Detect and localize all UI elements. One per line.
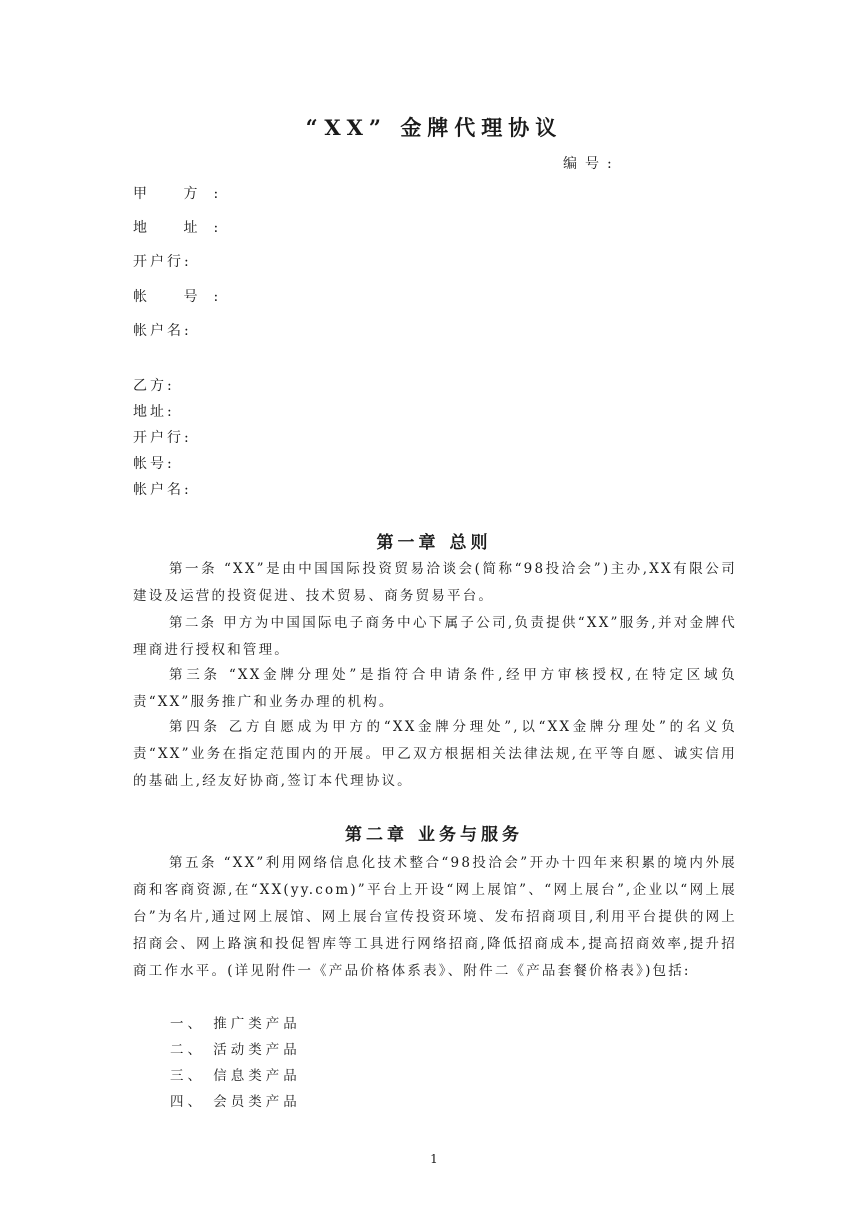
document-title: “XX” 金牌代理协议 <box>305 115 563 140</box>
list-item: 三、 信息类产品 <box>170 1068 301 1084</box>
party-a-bank-label: 开户行: <box>133 254 192 270</box>
page-number: 1 <box>430 1152 438 1166</box>
party-a-address-label: 地 址: <box>133 220 235 236</box>
party-a-account-name-label: 帐户名: <box>133 323 192 339</box>
party-b-address-label: 地址: <box>133 404 175 420</box>
list-item: 二、 活动类产品 <box>170 1042 301 1058</box>
list-item: 四、 会员类产品 <box>170 1094 301 1110</box>
chapter-1-heading: 第一章 总则 <box>376 533 492 553</box>
chapter-2-heading: 第二章 业务与服务 <box>345 825 523 845</box>
party-b-account-label: 帐号: <box>133 456 175 472</box>
list-item: 一、 推广类产品 <box>170 1016 301 1032</box>
article-4: 第四条 乙方自愿成为甲方的“XX金牌分理处”,以“XX金牌分理处”的名义负责“XX”业务在指定范围内的开展。甲乙双方根据相关法律法规,在平等自愿、诚实信用的基础上,经友好协商,签订本代理协议。 <box>133 719 737 789</box>
party-b-bank-label: 开户行: <box>133 430 192 446</box>
article-2: 第二条 甲方为中国国际电子商务中心下属子公司,负责提供“XX”服务,并对金牌代理商进行授权和管理。 <box>133 615 737 658</box>
party-a-account-label: 帐 号: <box>133 289 235 305</box>
party-b-account-name-label: 帐户名: <box>133 482 192 498</box>
article-1: 第一条 “XX”是由中国国际投资贸易洽谈会(简称“98投洽会”)主办,XX有限公司建设及运营的投资促进、技术贸易、商务贸易平台。 <box>133 561 737 604</box>
article-5: 第五条 “XX”利用网络信息化技术整合“98投洽会”开办十四年来积累的境内外展商和客商资源,在“XX(yy.com)”平台上开设“网上展馆”、“网上展台”,企业以“网上展台”为名片,通过网上展馆、网上展台宣传投资环境、发布招商项目,利用平台提供的网上招商会、网上路演和投促智库等工具进行网络招商,降低招商成本,提高招商效率,提升招商工作水平。(详见附件一《产品价格体系表》、附件二《产品套餐价格表》)包括: <box>133 855 737 979</box>
party-a-name-label: 甲 方: <box>133 186 235 202</box>
party-b-name-label: 乙方: <box>133 378 175 394</box>
serial-number-label: 编号: <box>563 156 620 172</box>
article-3: 第三条 “XX金牌分理处”是指符合申请条件,经甲方审核授权,在特定区域负责“XX”服务推广和业务办理的机构。 <box>133 667 737 710</box>
